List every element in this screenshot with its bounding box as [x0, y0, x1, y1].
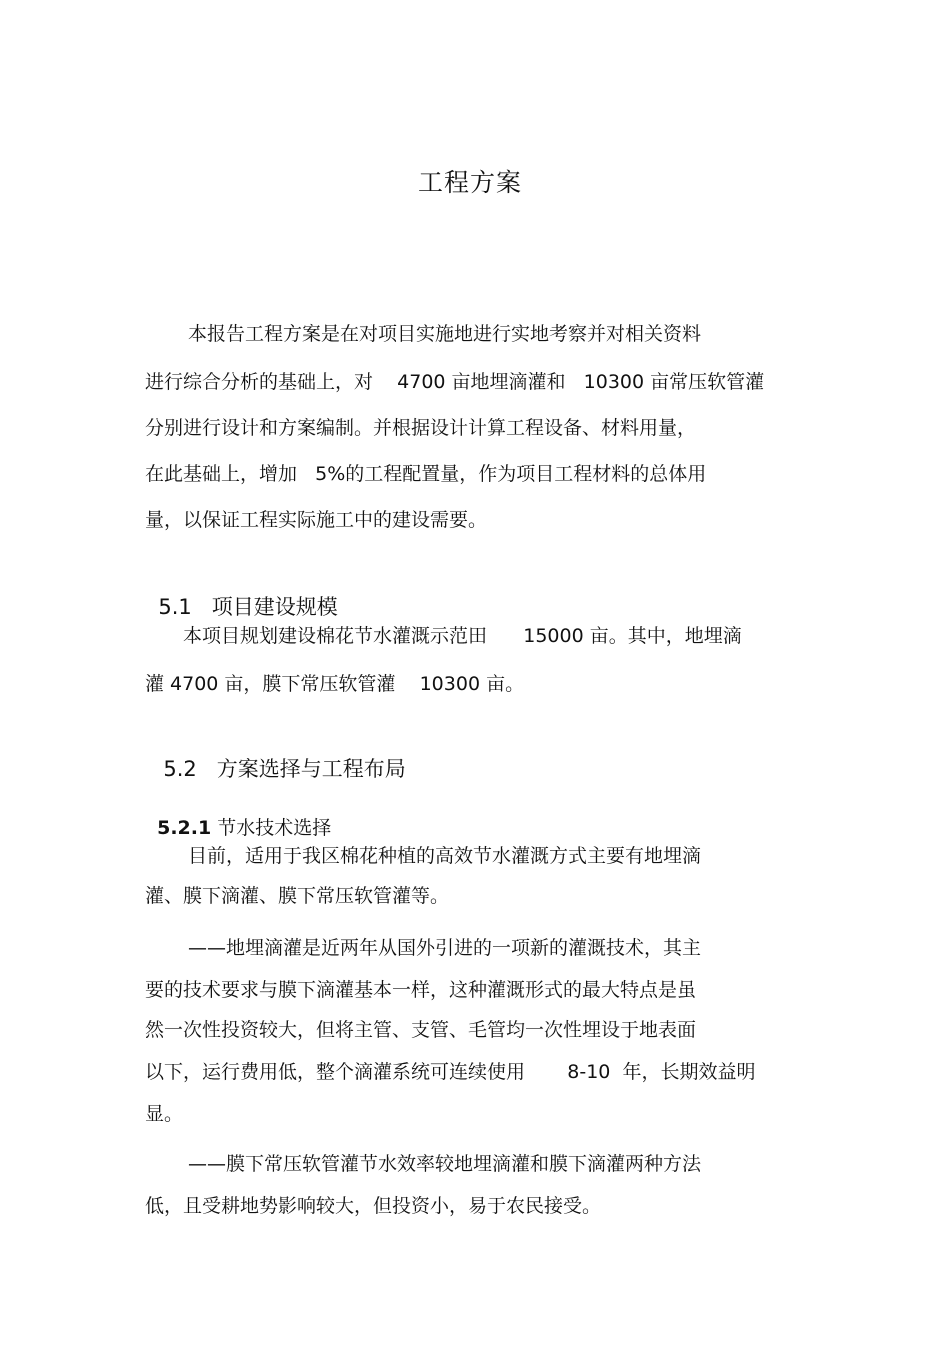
- para1-line-2: 灌、膜下滴灌、膜下常压软管灌等。: [145, 885, 450, 907]
- intro-line-4: 在此基础上，增加 5%的工程配置量，作为项目工程材料的总体用: [145, 463, 707, 485]
- page-title: 工程方案: [417, 168, 522, 197]
- section-5-2-heading: [150, 730, 406, 782]
- section-heading-text: 节水技术选择: [217, 817, 332, 839]
- intro-line-2: 进行综合分析的基础上，对 4700 亩地埋滴灌和 10300 亩常压软管灌: [145, 371, 765, 393]
- intro-line-5: 量，以保证工程实际施工中的建设需要。: [145, 509, 488, 531]
- para3-line-2: 低，且受耕地势影响较大，但投资小，易于农民接受。: [145, 1195, 602, 1217]
- para2-line-3: 然一次性投资较大，但将主管、支管、毛管均一次性埋设于地表面: [145, 1019, 697, 1041]
- para2-line-4: 以下，运行费用低，整个滴灌系统可连续使用 8-10 年，长期效益明: [145, 1061, 756, 1083]
- section-heading-text: 项目建设规模: [211, 595, 338, 619]
- section-heading-text: 方案选择与工程布局: [216, 757, 406, 781]
- section-number: 5.2.1: [157, 817, 212, 839]
- intro-line-1: 本报告工程方案是在对项目实施地进行实地考察并对相关资料: [188, 323, 702, 345]
- para1-line-1: 目前，适用于我区棉花种植的高效节水灌溉方式主要有地埋滴: [188, 845, 702, 867]
- para2-line-1: ——地埋滴灌是近两年从国外引进的一项新的灌溉技术，其主: [188, 937, 702, 959]
- section-5-1-line-1: 本项目规划建设棉花节水灌溉示范田 15000 亩。其中，地埋滴: [183, 625, 742, 647]
- para3-line-1: ——膜下常压软管灌节水效率较地埋滴灌和膜下滴灌两种方法: [188, 1153, 702, 1175]
- section-number: 5.2: [163, 757, 197, 781]
- intro-line-3: 分别进行设计和方案编制。并根据设计计算工程设备、材料用量，: [145, 417, 697, 439]
- section-number: 5.1: [158, 595, 192, 619]
- para2-line-2: 要的技术要求与膜下滴灌基本一样，这种灌溉形式的最大特点是虽: [145, 979, 697, 1001]
- section-5-1-heading: [145, 568, 338, 620]
- section-5-1-line-2: 灌 4700 亩，膜下常压软管灌 10300 亩。: [145, 673, 525, 695]
- para2-line-5: 显。: [145, 1103, 184, 1125]
- section-5-2-1-heading: [145, 792, 331, 840]
